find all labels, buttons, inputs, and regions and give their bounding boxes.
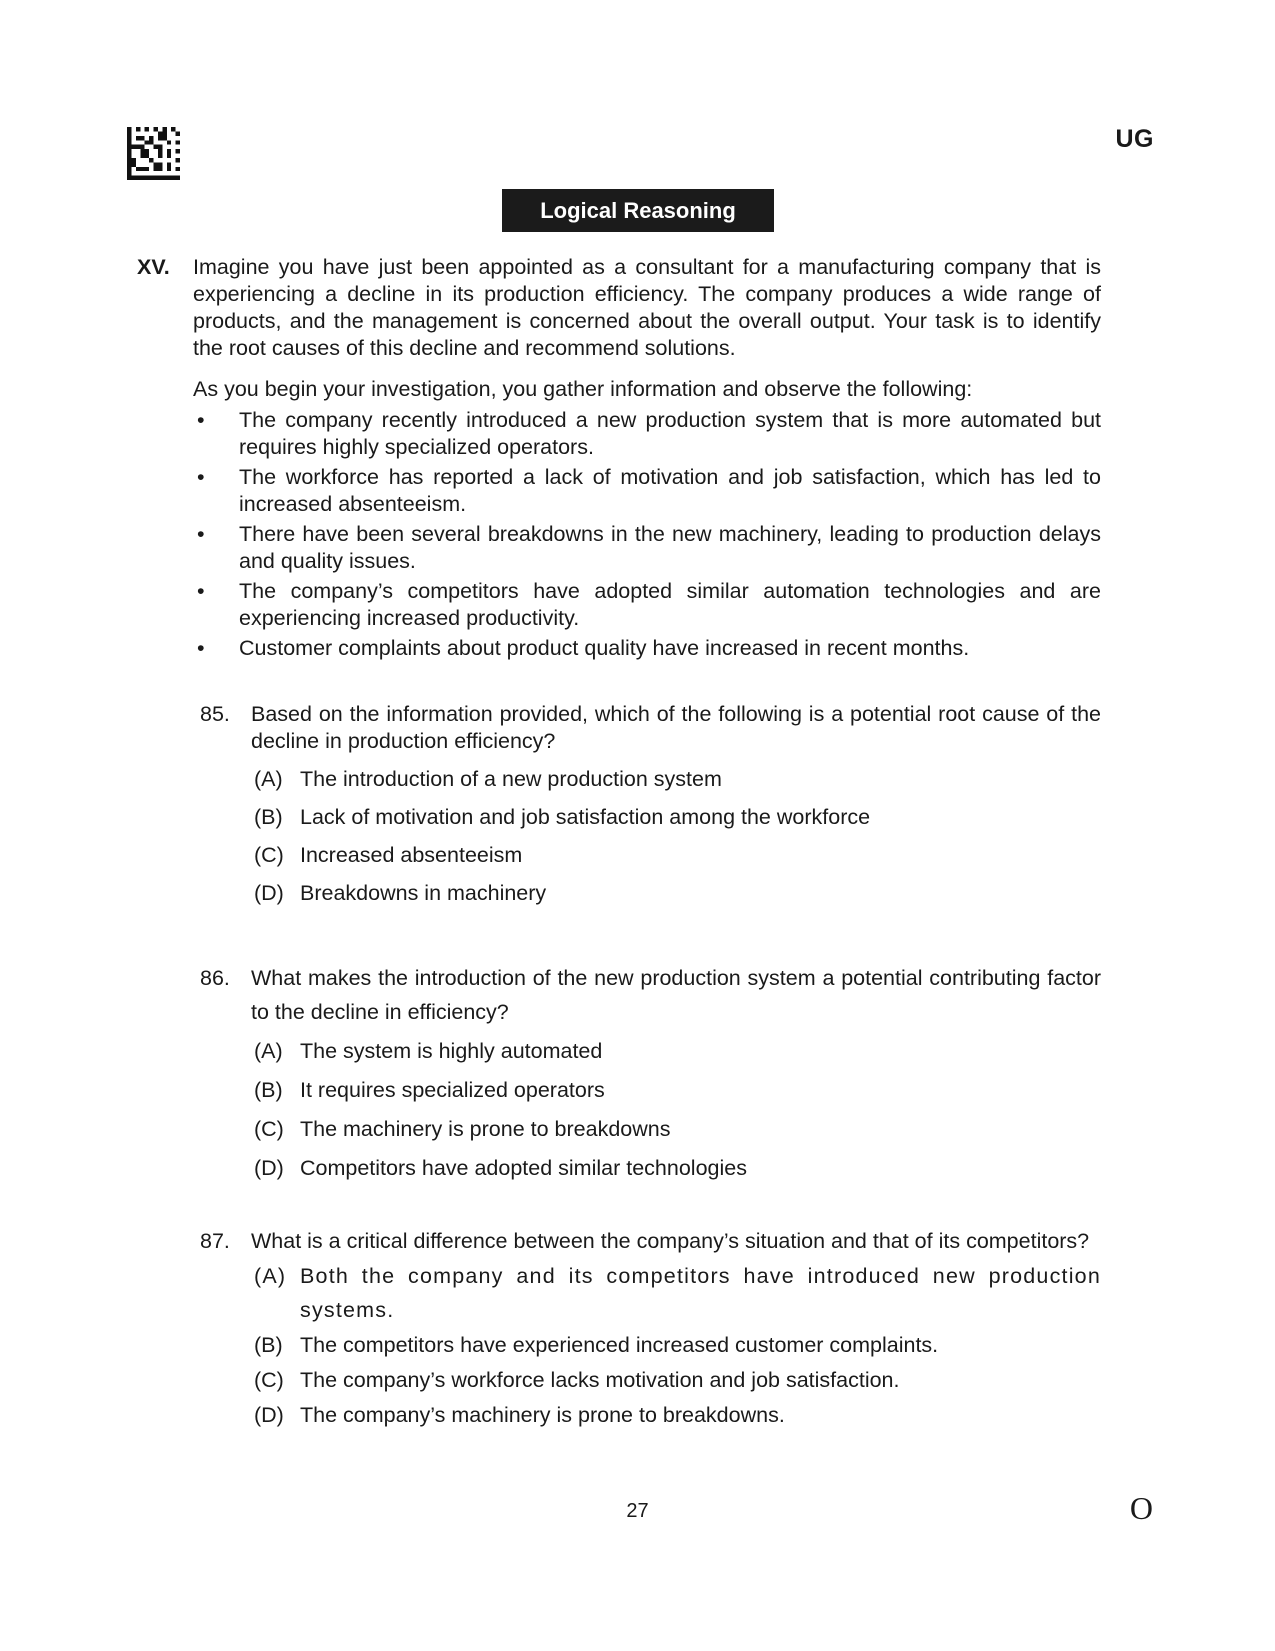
option-text: Both the company and its competitors have introduced new production systems. [300,1264,1101,1322]
question-text: What makes the introduction of the new production system a potential contributing factor to the decline in efficiency? [251,966,1101,1024]
option-d [254,880,1101,907]
observation-item: • The workforce has reported a lack of motivation and job satisfaction, which has led to increased absenteeism. [193,464,1101,518]
question-number: 87. [200,1229,230,1253]
option-text: The system is highly automated [300,1039,603,1063]
option-text: Lack of motivation and job satisfaction among the workforce [300,805,871,829]
option-a [254,1034,1101,1068]
section-title: Logical Reasoning [502,189,774,232]
question-86 [200,961,1101,1185]
observation-item: • The company recently introduced a new production system that is more automated but requires highly specialized operators. [193,407,1101,461]
option-letter: (C) [254,1368,284,1392]
option-text: The introduction of a new production system [300,767,722,791]
passage-lead: As you begin your investigation, you gather information and observe the following: [193,377,973,401]
question-number: 86. [200,966,230,990]
set-code: O [1129,1490,1153,1526]
option-c [254,1112,1101,1146]
option-letter: (D) [254,881,284,905]
option-text: It requires specialized operators [300,1078,605,1102]
option-c [254,1363,1101,1397]
option-letter: (A) [254,767,283,791]
option-text: Increased absenteeism [300,843,523,867]
qr-code-icon [127,127,180,180]
option-letter: (A) [254,1264,287,1288]
question-text: What is a critical difference between the company’s situation and that of its competitors? [251,1229,1090,1253]
option-letter: (B) [254,1333,283,1357]
passage-number: XV. [137,255,170,279]
passage [137,254,1101,665]
option-letter: (A) [254,1039,283,1063]
option-c [254,842,1101,869]
option-b [254,804,1101,831]
exam-code: UG [1115,125,1154,153]
passage-intro: Imagine you have just been appointed as a consultant for a manufacturing company that is experiencing a decline in its production efficiency. The company produces a wide range of products, and the management is concerned about the overall output. Your task is to identify the root causes of this decline and recommend solutions. [193,255,1101,360]
option-letter: (D) [254,1403,284,1427]
option-a [254,1259,1101,1327]
option-d [254,1398,1101,1432]
option-text: Competitors have adopted similar technologies [300,1156,747,1180]
option-text: Breakdowns in machinery [300,881,547,905]
observation-list [193,407,1101,662]
option-letter: (C) [254,1117,284,1141]
page-number: 27 [626,1500,649,1522]
option-d [254,1151,1101,1185]
option-b [254,1328,1101,1362]
observation-item: • There have been several breakdowns in the new machinery, leading to production delays and quality issues. [193,521,1101,575]
question-text: Based on the information provided, which of the following is a potential root cause of the decline in production efficiency? [251,702,1101,753]
option-letter: (B) [254,1078,283,1102]
question-87 [200,1224,1101,1432]
option-text: The company’s machinery is prone to breakdowns. [300,1403,785,1427]
option-a [254,766,1101,793]
option-text: The company’s workforce lacks motivation and job satisfaction. [300,1368,900,1392]
option-letter: (C) [254,843,284,867]
observation-item: • The company’s competitors have adopted similar automation technologies and are experiencing increased productivity. [193,578,1101,632]
question-85 [200,701,1101,907]
option-text: The machinery is prone to breakdowns [300,1117,671,1141]
question-number: 85. [200,702,230,726]
observation-item: • Customer complaints about product quality have increased in recent months. [193,635,1101,662]
option-letter: (B) [254,805,283,829]
option-b [254,1073,1101,1107]
option-text: The competitors have experienced increased customer complaints. [300,1333,939,1357]
option-letter: (D) [254,1156,284,1180]
